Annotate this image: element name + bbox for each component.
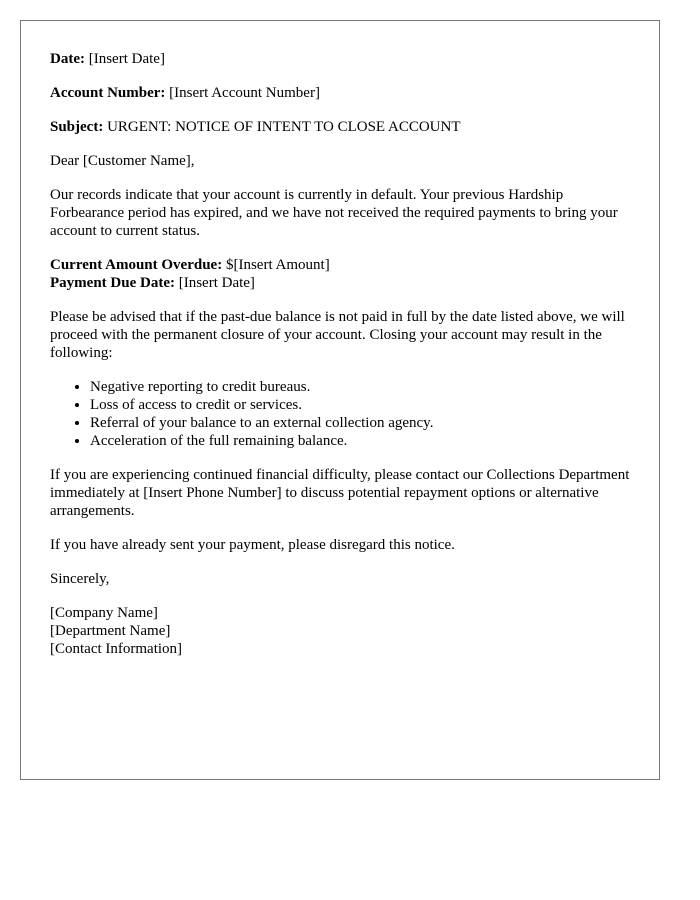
list-item: • Negative reporting to credit bureaus. [90, 378, 630, 396]
payment-due-date-label: Payment Due Date: [50, 275, 175, 291]
signature-block [50, 604, 630, 658]
department-name: [Department Name] [50, 623, 171, 639]
letter-page [20, 20, 660, 780]
amount-overdue-value: $[Insert Amount] [225, 257, 330, 273]
list-item: • Acceleration of the full remaining balance. [90, 432, 630, 450]
paragraph-disregard: If you have already sent your payment, please disregard this notice. [50, 537, 455, 553]
list-item: • Referral of your balance to an external collection agency. [90, 414, 630, 432]
salutation: Dear [Customer Name], [50, 153, 195, 169]
subject-label: Subject: [50, 119, 104, 135]
account-number-line [50, 84, 630, 102]
paragraph-closure-warning: Please be advised that if the past-due balance is not paid in full by the date listed above, we will proceed with the permanent closure of your account. Closing your account may result in the following: [50, 309, 625, 361]
amount-overdue-label: Current Amount Overdue: [50, 257, 223, 273]
date-line [50, 50, 630, 68]
account-number-label: Account Number: [50, 85, 166, 101]
paragraph-contact-collections: If you are experiencing continued financial difficulty, please contact our Collections Department immediately at [Insert Phone Number] to discuss potential repayment options or alternative arrangements. [50, 467, 630, 519]
account-number-value: [Insert Account Number] [169, 85, 320, 101]
payment-details [50, 256, 630, 292]
consequences-list [50, 378, 630, 450]
contact-information: [Contact Information] [50, 641, 183, 657]
company-name: [Company Name] [50, 605, 158, 621]
subject-line [50, 118, 630, 136]
date-value: [Insert Date] [88, 51, 165, 67]
list-item: • Loss of access to credit or services. [90, 396, 630, 414]
payment-due-date-value: [Insert Date] [178, 275, 255, 291]
amount-overdue-line [50, 257, 330, 273]
sign-off: Sincerely, [50, 571, 110, 587]
payment-due-date-line [50, 275, 255, 291]
date-label: Date: [50, 51, 85, 67]
paragraph-default-notice: Our records indicate that your account is currently in default. Your previous Hardship Forbearance period has expired, and we have not received the required payments to bring your account to current status. [50, 187, 618, 239]
subject-value: URGENT: NOTICE OF INTENT TO CLOSE ACCOUNT [107, 119, 461, 135]
